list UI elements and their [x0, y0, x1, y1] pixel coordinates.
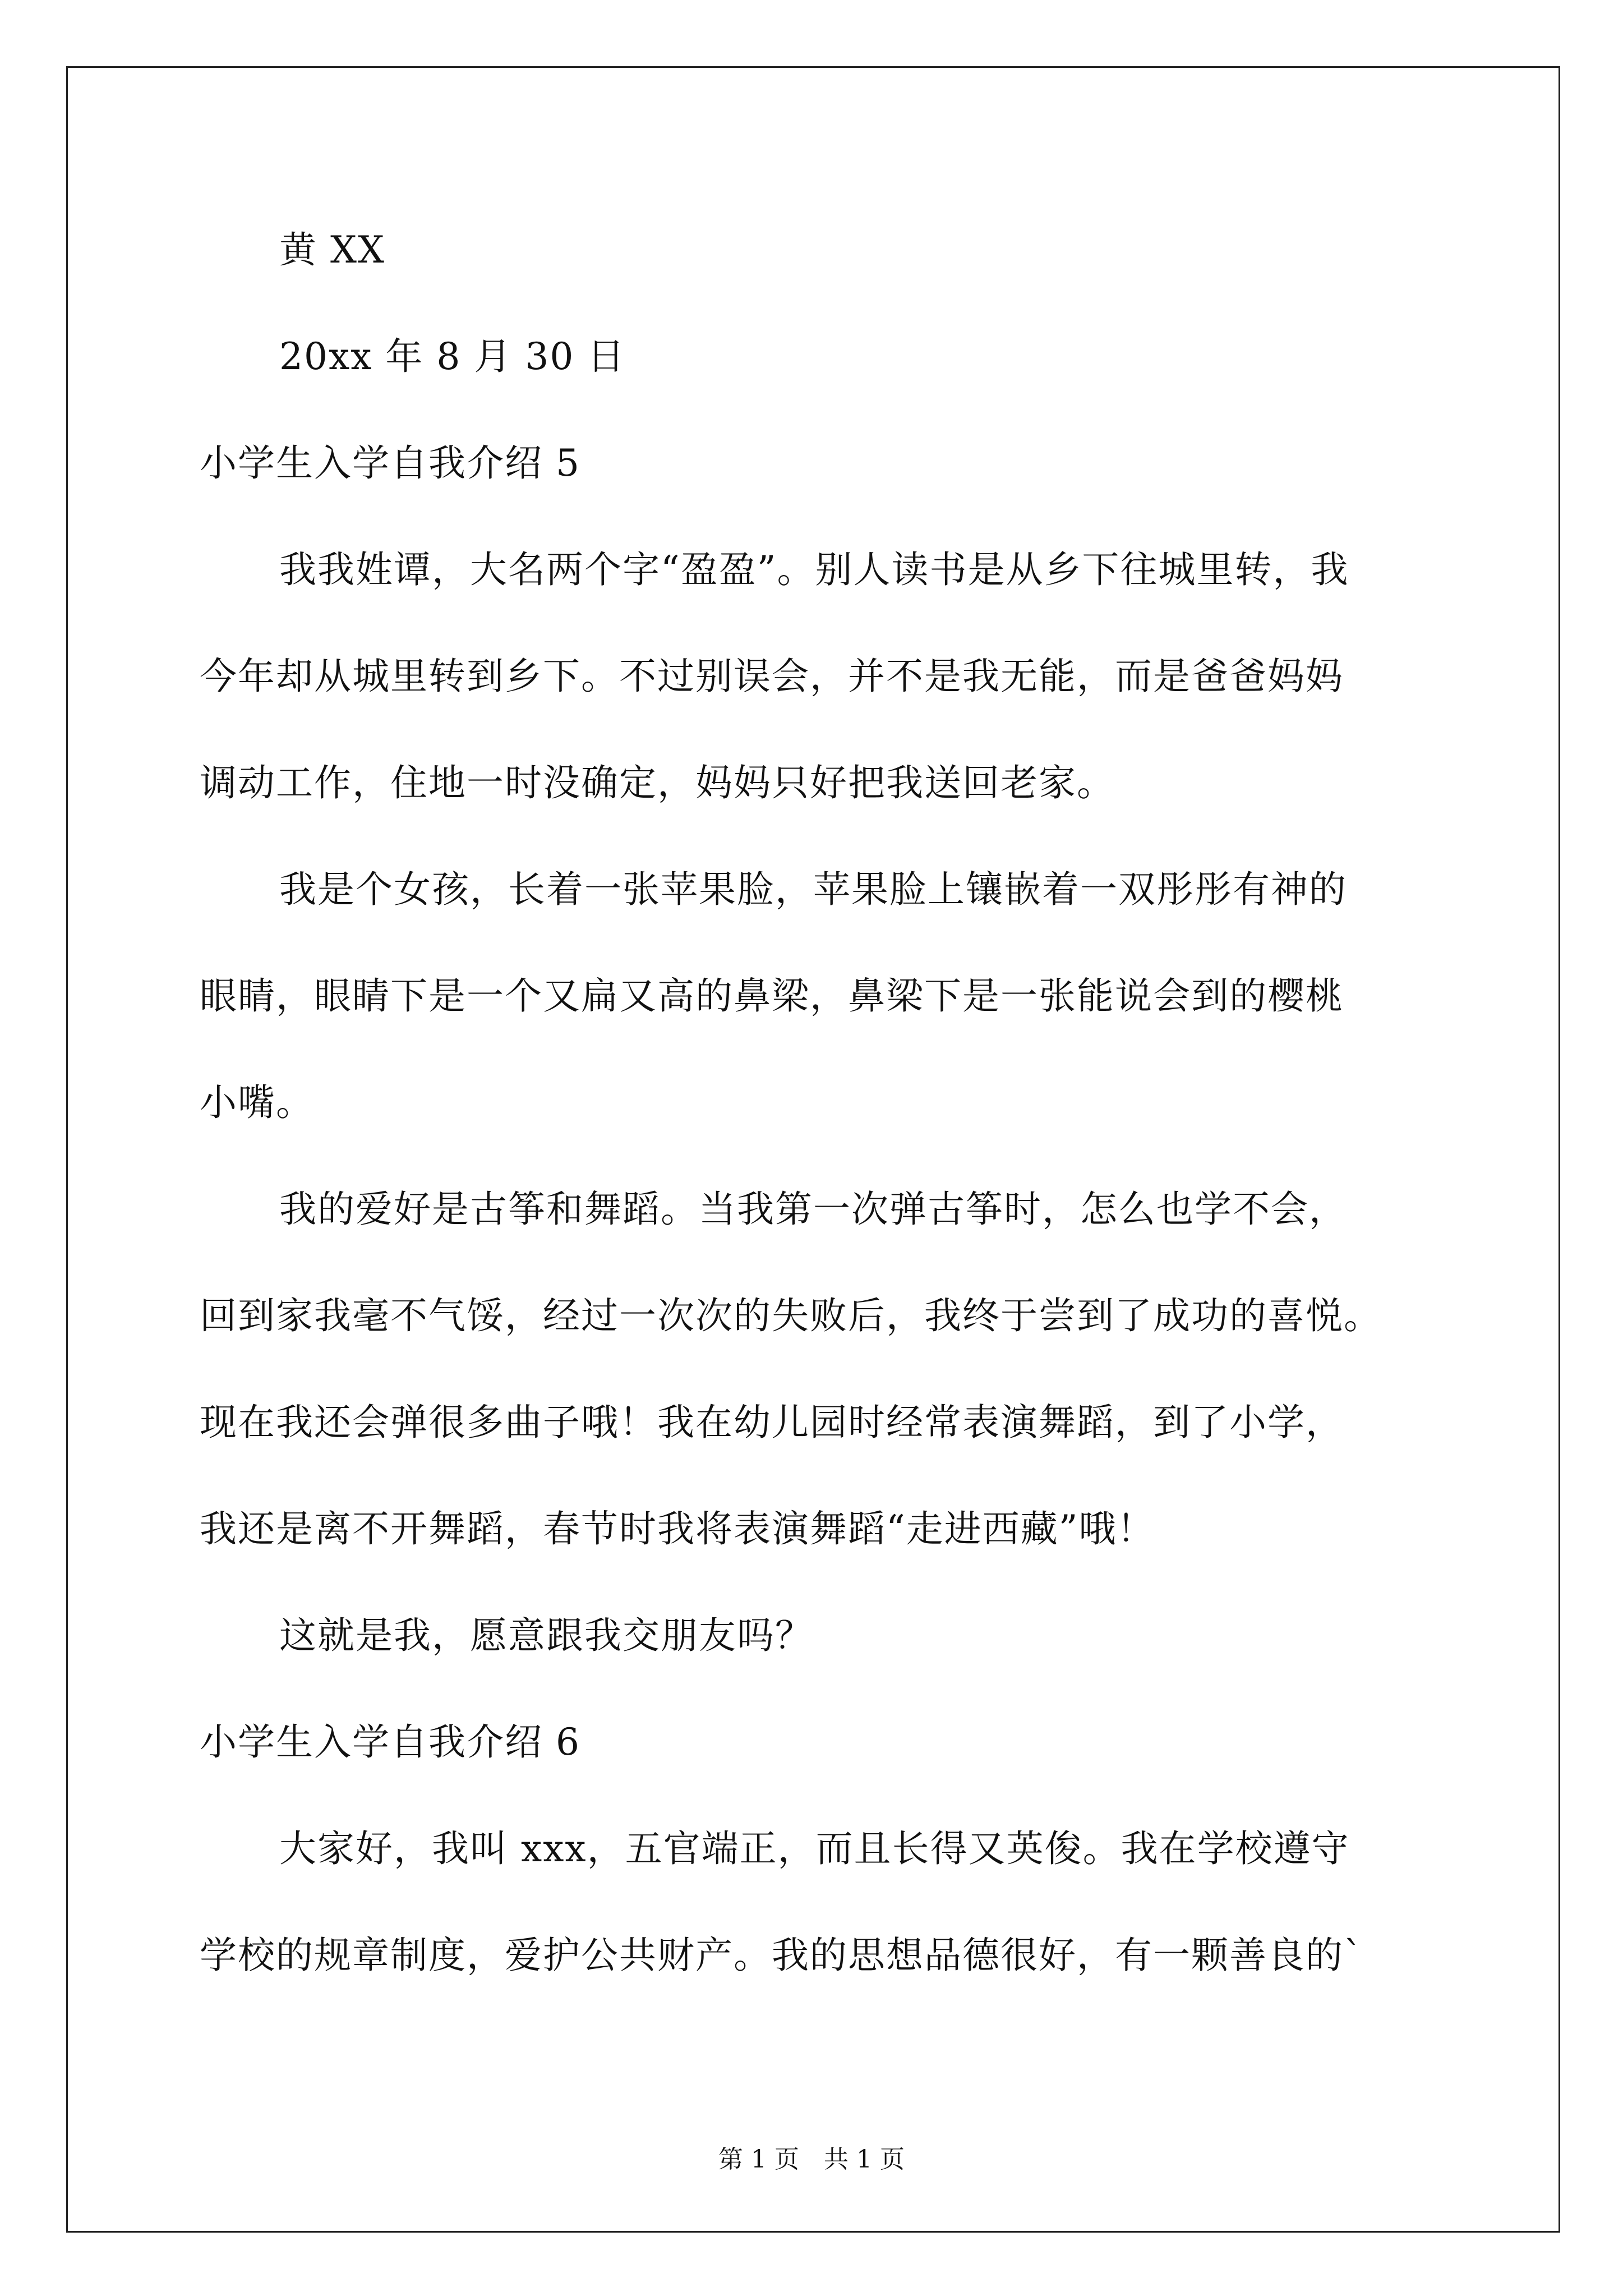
paragraph-line: 今年却从城里转到乡下。不过别误会，并不是我无能，而是爸爸妈妈: [200, 655, 1344, 698]
paragraph-line: 学校的规章制度，爱护公共财产。我的思想品德很好，有一颗善良的`: [200, 1934, 1363, 1977]
paragraph-line: 回到家我毫不气馁，经过一次次的失败后，我终于尝到了成功的喜悦。: [200, 1294, 1382, 1337]
page-footer: 第 1 页 共 1 页: [718, 2145, 905, 2174]
paragraph-line: 我我姓谭，大名两个字“盈盈”。别人读书是从乡下往城里转，我: [279, 548, 1349, 591]
paragraph-line: 大家好，我叫 xxx，五官端正，而且长得又英俊。我在学校遵守: [279, 1827, 1350, 1870]
section-heading-6: 小学生入学自我介绍 6: [200, 1720, 580, 1764]
paragraph-line: 眼睛，眼睛下是一个又扁又高的鼻梁，鼻梁下是一张能说会到的樱桃: [200, 974, 1344, 1018]
paragraph-line: 我的爱好是古筝和舞蹈。当我第一次弹古筝时，怎么也学不会，: [279, 1188, 1347, 1231]
paragraph-line: 小嘴。: [200, 1081, 314, 1124]
page-border: [66, 66, 1560, 2233]
paragraph-line: 这就是我，愿意跟我交朋友吗？: [279, 1614, 813, 1657]
paragraph-line: 现在我还会弹很多曲子哦！我在幼儿园时经常表演舞蹈，到了小学，: [200, 1401, 1344, 1444]
section-heading-5: 小学生入学自我介绍 5: [200, 441, 580, 485]
paragraph-line: 我是个女孩，长着一张苹果脸，苹果脸上镶嵌着一双彤彤有神的: [279, 868, 1347, 911]
paragraph-line: 我还是离不开舞蹈，春节时我将表演舞蹈“走进西藏”哦！: [200, 1507, 1155, 1550]
paragraph-line: 调动工作，住地一时没确定，妈妈只好把我送回老家。: [200, 761, 1115, 804]
signature-date: 20xx 年 8 月 30 日: [279, 335, 626, 378]
signature-name: 黄 XX: [279, 228, 385, 272]
